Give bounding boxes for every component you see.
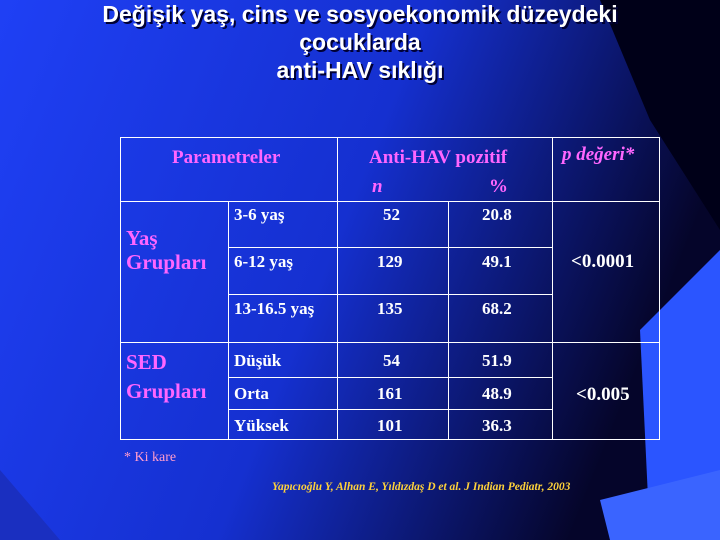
age-row-2-n: 129	[377, 252, 403, 271]
age-row-3-pct: 68.2	[482, 299, 512, 318]
header-p-value: p değeri*	[562, 144, 635, 165]
sed-row-3-name: Yüksek	[234, 416, 289, 435]
title-line-3: anti-HAV sıklığı	[276, 57, 444, 83]
age-row-3-n: 135	[377, 299, 403, 318]
age-row-3-name: 13-16.5 yaş	[234, 299, 315, 318]
age-row-1-pct: 20.8	[482, 205, 512, 224]
footnote: * Ki kare	[124, 450, 177, 465]
sed-row-1-n: 54	[383, 351, 400, 370]
header-anti-hav: Anti-HAV pozitif	[369, 147, 508, 168]
sed-group-label: SED Grupları	[126, 350, 207, 403]
header-parameters: Parametreler	[172, 147, 281, 168]
citation: Yapıcıoğlu Y, Alhan E, Yıldızdaş D et al. J Indian Pediatr, 2003	[272, 481, 571, 493]
age-group-label: Yaş Grupları	[126, 226, 207, 274]
header-n: n	[372, 176, 383, 197]
age-row-1-name: 3-6 yaş	[234, 205, 285, 224]
age-p-value: <0.0001	[571, 251, 635, 272]
header-percent: %	[489, 176, 508, 197]
sed-row-3-n: 101	[377, 416, 403, 435]
age-row-2-name: 6-12 yaş	[234, 252, 294, 271]
sed-row-1-name: Düşük	[234, 351, 282, 370]
title-line-1: Değişik yaş, cins ve sosyoekonomik düzeydeki	[102, 1, 618, 27]
sed-row-2-name: Orta	[234, 384, 269, 403]
title-line-2: çocuklarda	[299, 29, 421, 55]
sed-row-2-pct: 48.9	[482, 384, 512, 403]
age-row-2-pct: 49.1	[482, 252, 512, 271]
sed-row-1-pct: 51.9	[482, 351, 512, 370]
sed-row-3-pct: 36.3	[482, 416, 512, 435]
age-row-1-n: 52	[383, 205, 400, 224]
sed-p-value: <0.005	[576, 384, 630, 405]
sed-row-2-n: 161	[377, 384, 403, 403]
